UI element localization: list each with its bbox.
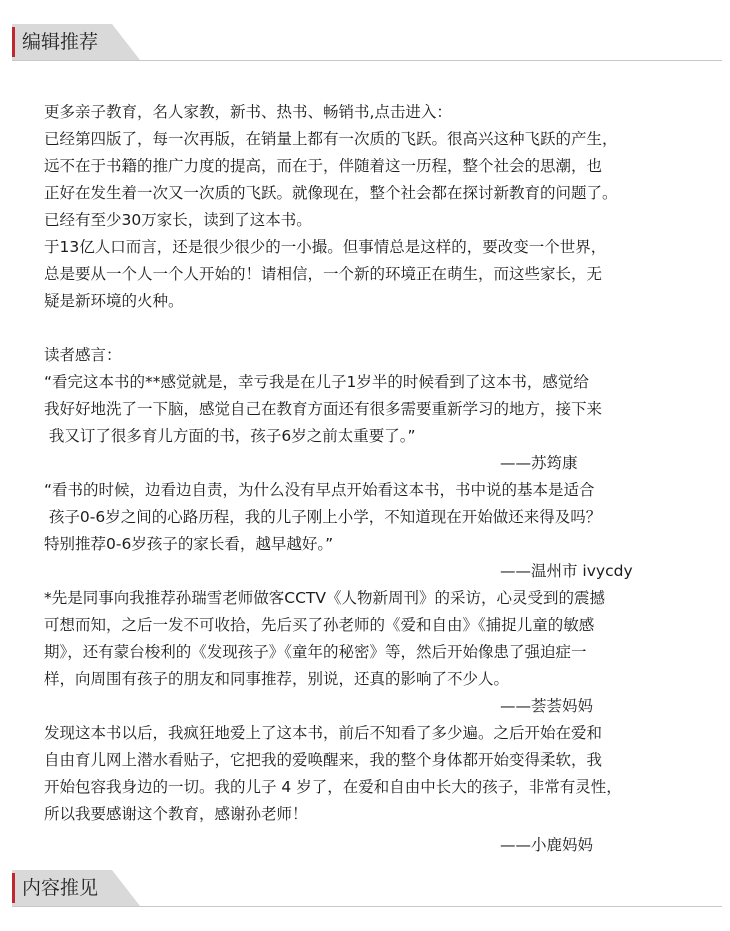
- text-line: 总是要从一个人一个人开始的！请相信，一个新的环境正在萌生，而这些家长，无: [44, 265, 603, 283]
- review-line: 特别推荐0-6岁孩子的家长看，越早越好。”: [44, 535, 334, 553]
- text-line: 正好在发生着一次又一次质的飞跃。就像现在，整个社会都在探讨新教育的问题了。: [44, 184, 618, 202]
- review-line: *先是同事向我推荐孙瑞雪老师做客CCTV《人物新周刊》的采访，心灵受到的震撼: [44, 589, 605, 607]
- header-divider: [12, 60, 722, 61]
- review-line: 开始包容我身边的一切。我的儿子 4 岁了，在爱和自由中长大的孩子，非常有灵性，: [44, 778, 622, 796]
- review-line: 我又订了很多育儿方面的书，孩子6岁之前太重要了。”: [44, 427, 416, 445]
- text-line: 已经有至少30万家长，读到了这本书。: [44, 211, 312, 229]
- review-line: “看书的时候，边看边自责，为什么没有早点开始看这本书，书中说的基本是适合: [44, 481, 595, 499]
- review-line: 所以我要感谢这个教育，感谢孙老师！: [44, 805, 308, 823]
- section-title: 内容推见: [22, 877, 99, 899]
- text-line: 于13亿人口而言，还是很少很少的一小撮。但事情总是这样的，要改变一个世界，: [44, 238, 607, 256]
- text-line: 远不在于书籍的推广力度的提高，而在于，伴随着这一历程，整个社会的思潮，也: [44, 157, 603, 175]
- review-signature: ——温州市 ivycdy: [500, 562, 633, 580]
- header-divider: [12, 906, 722, 907]
- text-line: 疑是新环境的火种。: [44, 292, 184, 310]
- review-line: 自由育儿网上潜水看贴子，它把我的爱唤醒来，我的整个身体都开始变得柔软，我: [44, 751, 603, 769]
- review-signature: ——小鹿妈妈: [500, 836, 594, 854]
- header-accent-bar: [12, 27, 15, 57]
- header-accent-bar: [12, 873, 15, 903]
- review-line: “看完这本书的**感觉就是，幸亏我是在儿子1岁半的时候看到了这本书，感觉给: [44, 373, 589, 391]
- review-line: 我好好地洗了一下脑，感觉自己在教育方面还有很多需要重新学习的地方，接下来: [44, 400, 603, 418]
- section-title: 编辑推荐: [22, 31, 99, 53]
- review-line: 样，向周围有孩子的朋友和同事推荐，别说，还真的影响了不少人。: [44, 670, 510, 688]
- section-header-editor-pick: [0, 24, 730, 62]
- review-line: 发现这本书以后，我疯狂地爱上了这本书，前后不知看了多少遍。之后开始在爱和: [44, 724, 603, 742]
- review-line: 期》，还有蒙台梭利的《发现孩子》《童年的秘密》等，然后开始像患了强迫症一: [44, 643, 587, 661]
- review-line: 孩子0-6岁之间的心路历程，我的儿子刚上小学，不知道现在开始做还来得及吗？: [44, 508, 602, 526]
- text-line: 已经第四版了，每一次再版，在销量上都有一次质的飞跃。很高兴这种飞跃的产生，: [44, 130, 618, 148]
- review-signature: ——苏筠康: [500, 454, 578, 472]
- intro-link-line[interactable]: 更多亲子教育，名人家教，新书、热书、畅销书,点击进入：: [44, 103, 452, 121]
- reader-heading: 读者感言：: [44, 346, 122, 364]
- review-line: 可想而知，之后一发不可收拾，先后买了孙老师的《爱和自由》《捕捉儿童的敏感: [44, 616, 595, 634]
- review-signature: ——荟荟妈妈: [500, 697, 594, 715]
- section-header-content-preview: [0, 870, 730, 908]
